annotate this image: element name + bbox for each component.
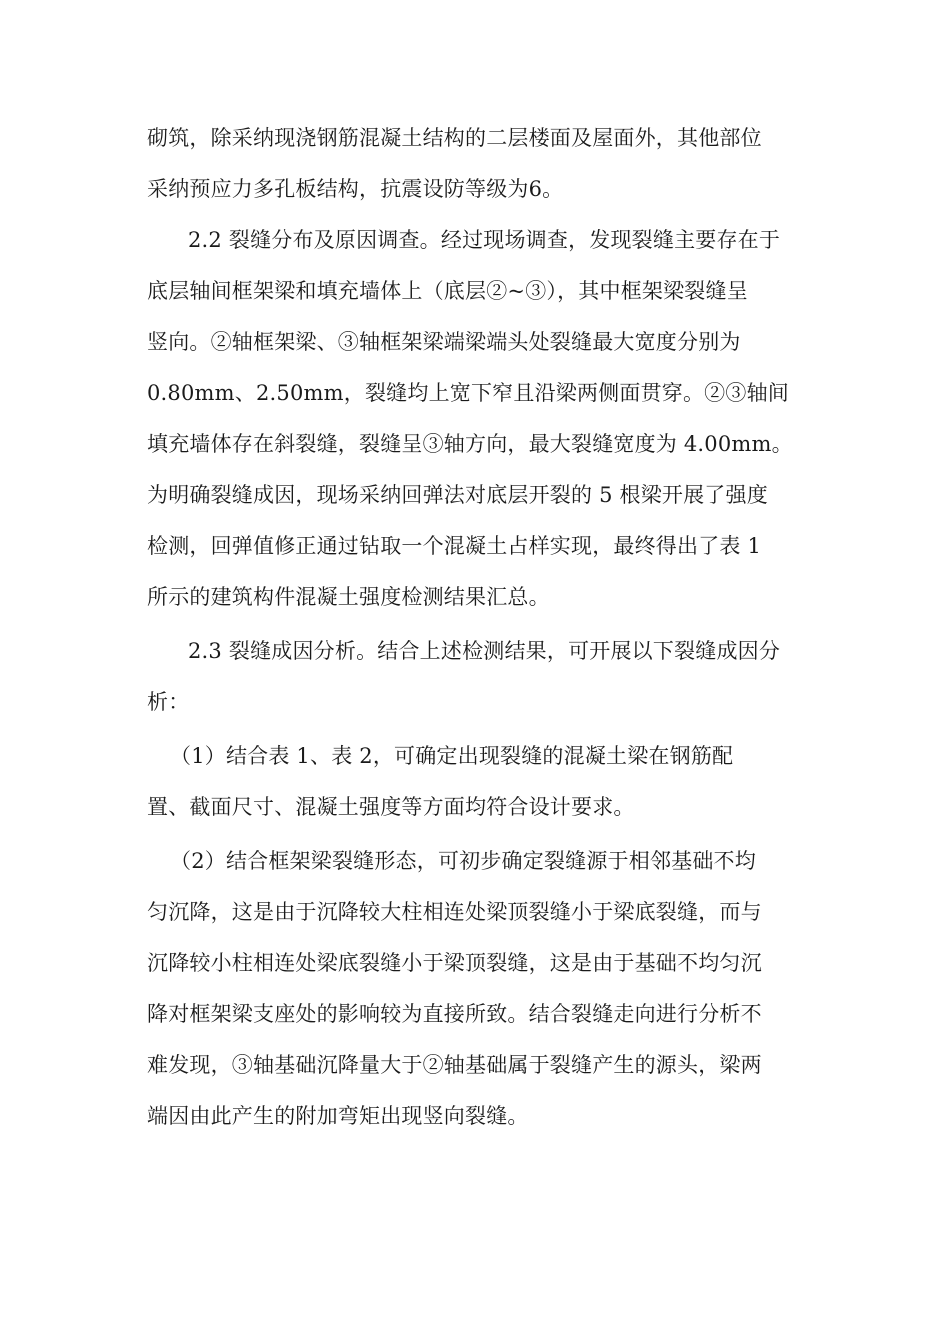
- paragraph-line: 所示的建筑构件混凝土强度检测结果汇总。: [147, 585, 550, 609]
- section-2-2-heading-line: 2.2 裂缝分布及原因调查。经过现场调查，发现裂缝主要存在于: [188, 228, 781, 252]
- section-2-3-heading-line: 2.3 裂缝成因分析。结合上述检测结果，可开展以下裂缝成因分: [188, 639, 781, 663]
- paragraph-line: 检测，回弹值修正通过钻取一个混凝土占样实现，最终得出了表 1: [147, 534, 762, 558]
- paragraph-line: 为明确裂缝成因，现场采纳回弹法对底层开裂的 5 根梁开展了强度: [147, 483, 768, 507]
- paragraph-line: 匀沉降，这是由于沉降较大柱相连处梁顶裂缝小于梁底裂缝，而与: [147, 900, 762, 924]
- paragraph-line: 填充墙体存在斜裂缝，裂缝呈③轴方向，最大裂缝宽度为 4.00mm。: [147, 432, 793, 456]
- paragraph-line: 采纳预应力多孔板结构，抗震设防等级为6。: [147, 177, 564, 201]
- list-item-1-line: （1）结合表 1、表 2，可确定出现裂缝的混凝土梁在钢筋配: [170, 744, 734, 768]
- paragraph-line: 底层轴间框架梁和填充墙体上（底层②~③），其中框架梁裂缝呈: [147, 279, 748, 303]
- paragraph-line: 端因由此产生的附加弯矩出现竖向裂缝。: [147, 1104, 529, 1128]
- paragraph-line: 难发现，③轴基础沉降量大于②轴基础属于裂缝产生的源头，梁两: [147, 1053, 762, 1077]
- paragraph-line: 砌筑，除采纳现浇钢筋混凝土结构的二层楼面及屋面外，其他部位: [147, 126, 762, 150]
- list-item-2-line: （2）结合框架梁裂缝形态，可初步确定裂缝源于相邻基础不均: [170, 849, 756, 873]
- paragraph-line: 0.80mm、2.50mm，裂缝均上宽下窄且沿梁两侧面贯穿。②③轴间: [147, 381, 789, 405]
- paragraph-line: 降对框架梁支座处的影响较为直接所致。结合裂缝走向进行分析不: [147, 1002, 762, 1026]
- paragraph-line: 竖向。②轴框架梁、③轴框架梁端梁端头处裂缝最大宽度分别为: [147, 330, 741, 354]
- paragraph-line: 析：: [147, 690, 190, 714]
- paragraph-line: 置、截面尺寸、混凝土强度等方面均符合设计要求。: [147, 795, 635, 819]
- paragraph-line: 沉降较小柱相连处梁底裂缝小于梁顶裂缝，这是由于基础不均匀沉: [147, 951, 762, 975]
